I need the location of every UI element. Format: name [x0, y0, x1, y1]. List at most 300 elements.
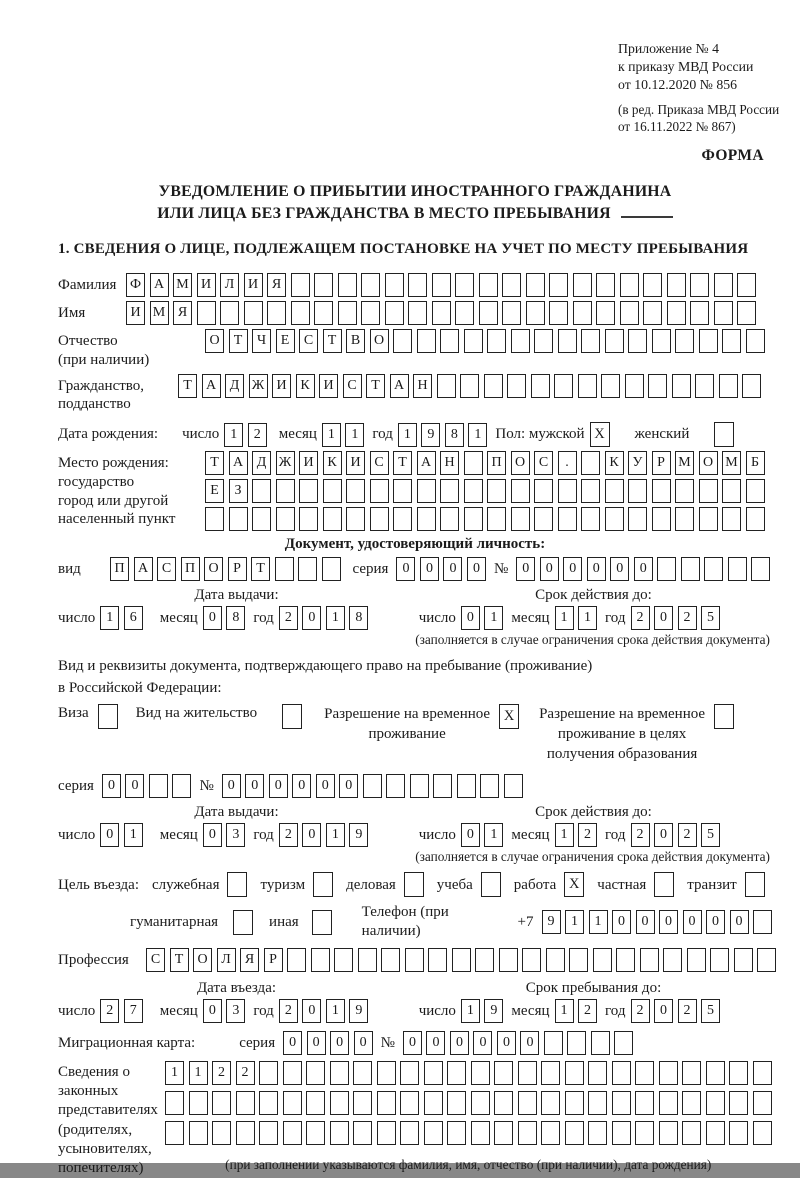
char-cell[interactable]: 0: [203, 999, 222, 1023]
char-cell[interactable]: 0: [403, 1031, 422, 1055]
char-cell[interactable]: П: [110, 557, 129, 581]
char-cell[interactable]: [417, 479, 436, 503]
char-cell[interactable]: [393, 329, 412, 353]
char-cell[interactable]: [306, 1061, 325, 1085]
char-cell[interactable]: 9: [542, 910, 561, 934]
char-cell[interactable]: [706, 1061, 725, 1085]
char-cell[interactable]: [381, 948, 400, 972]
char-cell[interactable]: 0: [443, 557, 462, 581]
char-cell[interactable]: [722, 507, 741, 531]
char-cell[interactable]: 1: [555, 823, 574, 847]
char-cell[interactable]: [518, 1061, 537, 1085]
char-cell[interactable]: Д: [252, 451, 271, 475]
char-cell[interactable]: 1: [468, 423, 487, 447]
char-cell[interactable]: 0: [473, 1031, 492, 1055]
char-cell[interactable]: С: [299, 329, 318, 353]
char-cell[interactable]: 1: [322, 423, 341, 447]
char-cell[interactable]: [306, 1121, 325, 1145]
char-cell[interactable]: [400, 1091, 419, 1115]
char-cell[interactable]: [565, 1061, 584, 1085]
char-cell[interactable]: [487, 479, 506, 503]
char-cell[interactable]: [614, 1031, 633, 1055]
char-cell[interactable]: [558, 479, 577, 503]
char-cell[interactable]: Н: [440, 451, 459, 475]
char-cell[interactable]: 0: [292, 774, 311, 798]
char-cell[interactable]: [706, 1091, 725, 1115]
char-cell[interactable]: С: [370, 451, 389, 475]
char-cell[interactable]: 0: [610, 557, 629, 581]
char-cell[interactable]: [484, 374, 503, 398]
char-cell[interactable]: М: [722, 451, 741, 475]
char-cell[interactable]: [363, 774, 382, 798]
char-cell[interactable]: [440, 479, 459, 503]
char-cell[interactable]: [591, 1031, 610, 1055]
char-cell[interactable]: [330, 1061, 349, 1085]
char-cell[interactable]: [479, 301, 498, 325]
char-cell[interactable]: [581, 329, 600, 353]
char-cell[interactable]: 1: [345, 423, 364, 447]
char-cell[interactable]: О: [204, 557, 223, 581]
char-cell[interactable]: 2: [212, 1061, 231, 1085]
char-cell[interactable]: [410, 774, 429, 798]
char-cell[interactable]: 0: [516, 557, 535, 581]
char-cell[interactable]: [682, 1061, 701, 1085]
char-cell[interactable]: [534, 329, 553, 353]
char-cell[interactable]: [433, 774, 452, 798]
char-cell[interactable]: [287, 948, 306, 972]
char-cell[interactable]: А: [150, 273, 169, 297]
residence-permit-checkbox[interactable]: [282, 704, 302, 729]
char-cell[interactable]: [648, 374, 667, 398]
char-cell[interactable]: [643, 301, 662, 325]
temp-permit-checkbox[interactable]: X: [499, 704, 519, 729]
char-cell[interactable]: [719, 374, 738, 398]
char-cell[interactable]: 0: [203, 606, 222, 630]
char-cell[interactable]: 0: [426, 1031, 445, 1055]
char-cell[interactable]: [377, 1091, 396, 1115]
char-cell[interactable]: [314, 301, 333, 325]
char-cell[interactable]: [283, 1061, 302, 1085]
char-cell[interactable]: [311, 948, 330, 972]
char-cell[interactable]: Я: [240, 948, 259, 972]
char-cell[interactable]: [722, 479, 741, 503]
char-cell[interactable]: 0: [203, 823, 222, 847]
char-cell[interactable]: 0: [302, 999, 321, 1023]
char-cell[interactable]: [504, 774, 523, 798]
char-cell[interactable]: [729, 1121, 748, 1145]
char-cell[interactable]: Т: [393, 451, 412, 475]
char-cell[interactable]: 5: [701, 606, 720, 630]
char-cell[interactable]: [314, 273, 333, 297]
char-cell[interactable]: [511, 479, 530, 503]
char-cell[interactable]: [353, 1091, 372, 1115]
char-cell[interactable]: [659, 1061, 678, 1085]
char-cell[interactable]: [549, 301, 568, 325]
char-cell[interactable]: [334, 948, 353, 972]
char-cell[interactable]: [487, 329, 506, 353]
char-cell[interactable]: 0: [654, 823, 673, 847]
char-cell[interactable]: [581, 507, 600, 531]
char-cell[interactable]: [518, 1091, 537, 1115]
char-cell[interactable]: 0: [307, 1031, 326, 1055]
char-cell[interactable]: 0: [587, 557, 606, 581]
char-cell[interactable]: 5: [701, 999, 720, 1023]
char-cell[interactable]: 0: [520, 1031, 539, 1055]
char-cell[interactable]: [283, 1121, 302, 1145]
char-cell[interactable]: 2: [100, 999, 119, 1023]
char-cell[interactable]: [464, 451, 483, 475]
char-cell[interactable]: 1: [326, 999, 345, 1023]
char-cell[interactable]: [197, 301, 216, 325]
char-cell[interactable]: [588, 1061, 607, 1085]
char-cell[interactable]: 9: [421, 423, 440, 447]
char-cell[interactable]: С: [146, 948, 165, 972]
char-cell[interactable]: В: [346, 329, 365, 353]
char-cell[interactable]: [729, 1061, 748, 1085]
char-cell[interactable]: Ф: [126, 273, 145, 297]
char-cell[interactable]: [172, 774, 191, 798]
char-cell[interactable]: [455, 273, 474, 297]
char-cell[interactable]: [729, 1091, 748, 1115]
char-cell[interactable]: Ж: [276, 451, 295, 475]
char-cell[interactable]: [714, 273, 733, 297]
char-cell[interactable]: [275, 557, 294, 581]
char-cell[interactable]: [283, 1091, 302, 1115]
char-cell[interactable]: [400, 1121, 419, 1145]
char-cell[interactable]: [541, 1121, 560, 1145]
char-cell[interactable]: [377, 1061, 396, 1085]
char-cell[interactable]: О: [193, 948, 212, 972]
char-cell[interactable]: 1: [326, 606, 345, 630]
char-cell[interactable]: [236, 1091, 255, 1115]
char-cell[interactable]: [588, 1121, 607, 1145]
char-cell[interactable]: П: [181, 557, 200, 581]
char-cell[interactable]: [593, 948, 612, 972]
char-cell[interactable]: 0: [654, 606, 673, 630]
char-cell[interactable]: 0: [420, 557, 439, 581]
char-cell[interactable]: [259, 1121, 278, 1145]
char-cell[interactable]: [323, 507, 342, 531]
char-cell[interactable]: [722, 329, 741, 353]
char-cell[interactable]: О: [511, 451, 530, 475]
purpose-official-checkbox[interactable]: [227, 872, 247, 897]
char-cell[interactable]: 2: [578, 999, 597, 1023]
char-cell[interactable]: 1: [578, 606, 597, 630]
char-cell[interactable]: [424, 1121, 443, 1145]
char-cell[interactable]: 0: [654, 999, 673, 1023]
char-cell[interactable]: [330, 1121, 349, 1145]
char-cell[interactable]: [635, 1061, 654, 1085]
char-cell[interactable]: 0: [245, 774, 264, 798]
char-cell[interactable]: Л: [217, 948, 236, 972]
char-cell[interactable]: 0: [730, 910, 749, 934]
char-cell[interactable]: 2: [248, 423, 267, 447]
char-cell[interactable]: [690, 273, 709, 297]
char-cell[interactable]: Е: [205, 479, 224, 503]
char-cell[interactable]: [479, 273, 498, 297]
char-cell[interactable]: [393, 507, 412, 531]
char-cell[interactable]: [628, 507, 647, 531]
char-cell[interactable]: [487, 507, 506, 531]
char-cell[interactable]: [400, 1061, 419, 1085]
char-cell[interactable]: 9: [349, 999, 368, 1023]
char-cell[interactable]: [734, 948, 753, 972]
char-cell[interactable]: Ч: [252, 329, 271, 353]
char-cell[interactable]: 2: [678, 823, 697, 847]
char-cell[interactable]: [511, 329, 530, 353]
char-cell[interactable]: [742, 374, 761, 398]
char-cell[interactable]: [511, 507, 530, 531]
visa-checkbox[interactable]: [98, 704, 118, 729]
char-cell[interactable]: [558, 507, 577, 531]
char-cell[interactable]: [659, 1121, 678, 1145]
char-cell[interactable]: З: [229, 479, 248, 503]
char-cell[interactable]: Я: [267, 273, 286, 297]
char-cell[interactable]: Т: [323, 329, 342, 353]
char-cell[interactable]: [714, 301, 733, 325]
char-cell[interactable]: Д: [225, 374, 244, 398]
char-cell[interactable]: Н: [413, 374, 432, 398]
char-cell[interactable]: 1: [484, 606, 503, 630]
char-cell[interactable]: 9: [349, 823, 368, 847]
char-cell[interactable]: 1: [326, 823, 345, 847]
char-cell[interactable]: 0: [659, 910, 678, 934]
char-cell[interactable]: [457, 774, 476, 798]
char-cell[interactable]: [667, 301, 686, 325]
char-cell[interactable]: [322, 557, 341, 581]
char-cell[interactable]: [737, 273, 756, 297]
char-cell[interactable]: [480, 774, 499, 798]
char-cell[interactable]: [526, 273, 545, 297]
char-cell[interactable]: [751, 557, 770, 581]
char-cell[interactable]: А: [134, 557, 153, 581]
char-cell[interactable]: [728, 557, 747, 581]
char-cell[interactable]: [687, 948, 706, 972]
char-cell[interactable]: [706, 1121, 725, 1145]
purpose-other-checkbox[interactable]: [312, 910, 332, 935]
purpose-work-checkbox[interactable]: X: [564, 872, 584, 897]
char-cell[interactable]: [531, 374, 550, 398]
char-cell[interactable]: [544, 1031, 563, 1055]
char-cell[interactable]: [471, 1121, 490, 1145]
char-cell[interactable]: [502, 301, 521, 325]
char-cell[interactable]: [690, 301, 709, 325]
char-cell[interactable]: [447, 1061, 466, 1085]
char-cell[interactable]: [323, 479, 342, 503]
char-cell[interactable]: [652, 329, 671, 353]
char-cell[interactable]: С: [343, 374, 362, 398]
char-cell[interactable]: [554, 374, 573, 398]
char-cell[interactable]: [620, 273, 639, 297]
char-cell[interactable]: [417, 507, 436, 531]
char-cell[interactable]: 0: [634, 557, 653, 581]
char-cell[interactable]: Р: [652, 451, 671, 475]
char-cell[interactable]: А: [417, 451, 436, 475]
char-cell[interactable]: 0: [396, 557, 415, 581]
char-cell[interactable]: [259, 1061, 278, 1085]
char-cell[interactable]: [567, 1031, 586, 1055]
char-cell[interactable]: [149, 774, 168, 798]
char-cell[interactable]: 0: [612, 910, 631, 934]
char-cell[interactable]: 8: [226, 606, 245, 630]
char-cell[interactable]: [464, 329, 483, 353]
char-cell[interactable]: [573, 301, 592, 325]
char-cell[interactable]: [346, 507, 365, 531]
char-cell[interactable]: Т: [366, 374, 385, 398]
char-cell[interactable]: 0: [540, 557, 559, 581]
char-cell[interactable]: [565, 1091, 584, 1115]
char-cell[interactable]: [695, 374, 714, 398]
char-cell[interactable]: [424, 1061, 443, 1085]
char-cell[interactable]: [616, 948, 635, 972]
char-cell[interactable]: [417, 329, 436, 353]
char-cell[interactable]: [455, 301, 474, 325]
char-cell[interactable]: [753, 910, 772, 934]
char-cell[interactable]: [534, 479, 553, 503]
char-cell[interactable]: [385, 273, 404, 297]
char-cell[interactable]: [370, 507, 389, 531]
char-cell[interactable]: О: [699, 451, 718, 475]
char-cell[interactable]: [377, 1121, 396, 1145]
sex-male-checkbox[interactable]: X: [590, 422, 610, 447]
char-cell[interactable]: М: [675, 451, 694, 475]
char-cell[interactable]: 2: [236, 1061, 255, 1085]
char-cell[interactable]: [405, 948, 424, 972]
char-cell[interactable]: [358, 948, 377, 972]
char-cell[interactable]: Т: [205, 451, 224, 475]
char-cell[interactable]: [244, 301, 263, 325]
char-cell[interactable]: [578, 374, 597, 398]
char-cell[interactable]: Т: [178, 374, 197, 398]
char-cell[interactable]: 0: [302, 823, 321, 847]
char-cell[interactable]: [432, 273, 451, 297]
char-cell[interactable]: [558, 329, 577, 353]
char-cell[interactable]: Т: [170, 948, 189, 972]
char-cell[interactable]: 9: [484, 999, 503, 1023]
char-cell[interactable]: [386, 774, 405, 798]
char-cell[interactable]: [370, 479, 389, 503]
char-cell[interactable]: [229, 507, 248, 531]
char-cell[interactable]: 3: [226, 999, 245, 1023]
char-cell[interactable]: [588, 1091, 607, 1115]
char-cell[interactable]: [573, 273, 592, 297]
char-cell[interactable]: [165, 1091, 184, 1115]
char-cell[interactable]: А: [390, 374, 409, 398]
char-cell[interactable]: 0: [467, 557, 486, 581]
char-cell[interactable]: Е: [276, 329, 295, 353]
char-cell[interactable]: [672, 374, 691, 398]
char-cell[interactable]: [276, 507, 295, 531]
char-cell[interactable]: 2: [678, 606, 697, 630]
char-cell[interactable]: Т: [251, 557, 270, 581]
char-cell[interactable]: [220, 301, 239, 325]
char-cell[interactable]: 0: [339, 774, 358, 798]
char-cell[interactable]: [165, 1121, 184, 1145]
char-cell[interactable]: [601, 374, 620, 398]
char-cell[interactable]: [612, 1121, 631, 1145]
char-cell[interactable]: [189, 1121, 208, 1145]
char-cell[interactable]: [565, 1121, 584, 1145]
char-cell[interactable]: А: [229, 451, 248, 475]
char-cell[interactable]: [681, 557, 700, 581]
char-cell[interactable]: 0: [354, 1031, 373, 1055]
char-cell[interactable]: С: [157, 557, 176, 581]
char-cell[interactable]: К: [296, 374, 315, 398]
char-cell[interactable]: М: [150, 301, 169, 325]
char-cell[interactable]: [522, 948, 541, 972]
char-cell[interactable]: 2: [631, 999, 650, 1023]
char-cell[interactable]: [581, 451, 600, 475]
char-cell[interactable]: [464, 479, 483, 503]
char-cell[interactable]: А: [202, 374, 221, 398]
char-cell[interactable]: И: [244, 273, 263, 297]
char-cell[interactable]: [267, 301, 286, 325]
char-cell[interactable]: [440, 507, 459, 531]
char-cell[interactable]: 8: [349, 606, 368, 630]
char-cell[interactable]: [546, 948, 565, 972]
char-cell[interactable]: 0: [100, 823, 119, 847]
char-cell[interactable]: [494, 1091, 513, 1115]
char-cell[interactable]: 0: [222, 774, 241, 798]
char-cell[interactable]: 0: [683, 910, 702, 934]
char-cell[interactable]: 0: [636, 910, 655, 934]
char-cell[interactable]: 1: [565, 910, 584, 934]
char-cell[interactable]: [663, 948, 682, 972]
char-cell[interactable]: [675, 479, 694, 503]
char-cell[interactable]: [471, 1091, 490, 1115]
char-cell[interactable]: [581, 479, 600, 503]
char-cell[interactable]: 0: [125, 774, 144, 798]
char-cell[interactable]: [746, 479, 765, 503]
char-cell[interactable]: 6: [124, 606, 143, 630]
char-cell[interactable]: [189, 1091, 208, 1115]
char-cell[interactable]: 1: [165, 1061, 184, 1085]
char-cell[interactable]: [746, 329, 765, 353]
char-cell[interactable]: [612, 1061, 631, 1085]
char-cell[interactable]: [299, 479, 318, 503]
char-cell[interactable]: [299, 507, 318, 531]
char-cell[interactable]: 1: [224, 423, 243, 447]
char-cell[interactable]: [753, 1091, 772, 1115]
char-cell[interactable]: [518, 1121, 537, 1145]
char-cell[interactable]: [499, 948, 518, 972]
char-cell[interactable]: 5: [701, 823, 720, 847]
char-cell[interactable]: [507, 374, 526, 398]
char-cell[interactable]: 0: [269, 774, 288, 798]
char-cell[interactable]: [605, 329, 624, 353]
char-cell[interactable]: С: [534, 451, 553, 475]
char-cell[interactable]: 1: [555, 999, 574, 1023]
char-cell[interactable]: [620, 301, 639, 325]
purpose-business-checkbox[interactable]: [404, 872, 424, 897]
char-cell[interactable]: [710, 948, 729, 972]
char-cell[interactable]: [502, 273, 521, 297]
char-cell[interactable]: [236, 1121, 255, 1145]
char-cell[interactable]: [628, 479, 647, 503]
char-cell[interactable]: 8: [445, 423, 464, 447]
char-cell[interactable]: [494, 1121, 513, 1145]
char-cell[interactable]: [291, 301, 310, 325]
purpose-tourism-checkbox[interactable]: [313, 872, 333, 897]
char-cell[interactable]: [298, 557, 317, 581]
char-cell[interactable]: 2: [631, 823, 650, 847]
char-cell[interactable]: [408, 301, 427, 325]
char-cell[interactable]: И: [272, 374, 291, 398]
char-cell[interactable]: [353, 1061, 372, 1085]
char-cell[interactable]: [652, 479, 671, 503]
char-cell[interactable]: 7: [124, 999, 143, 1023]
char-cell[interactable]: [460, 374, 479, 398]
